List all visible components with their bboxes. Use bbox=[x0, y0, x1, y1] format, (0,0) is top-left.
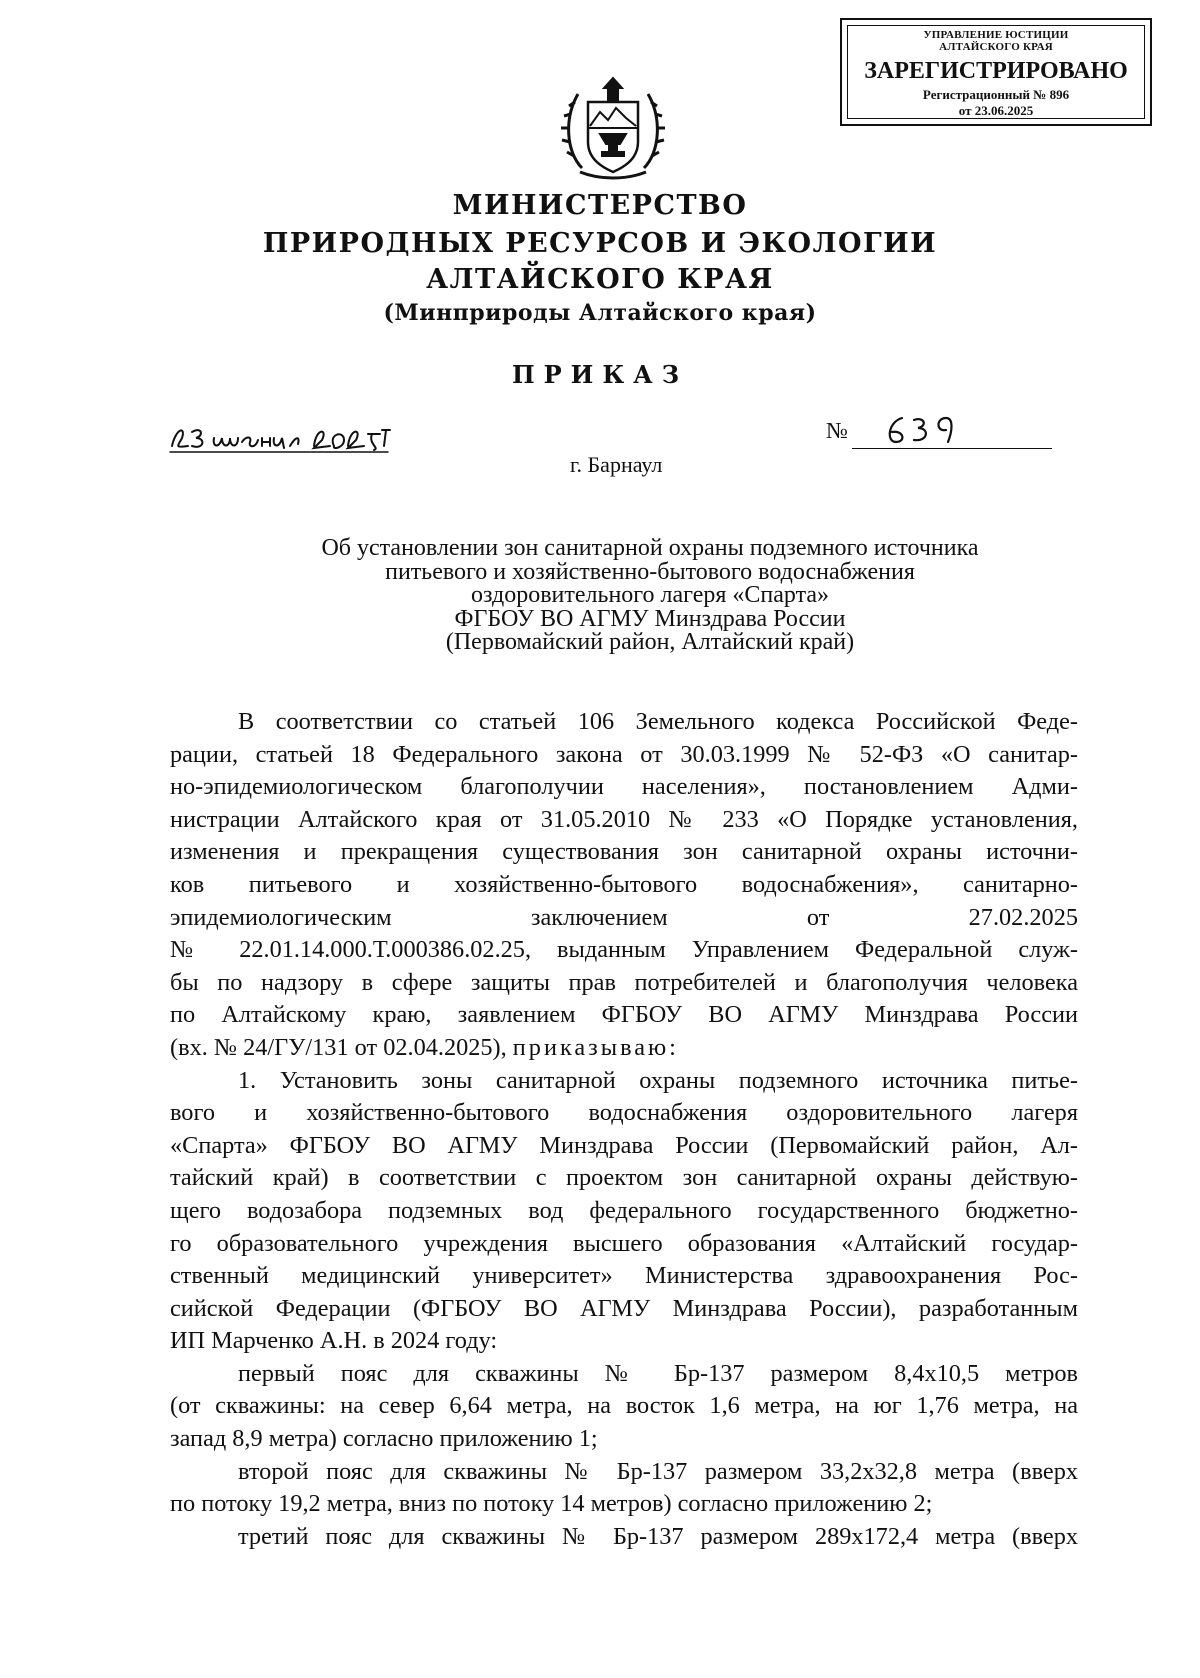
subject-line: Об установлении зон санитарной охраны подземного источника bbox=[321, 535, 979, 561]
text-line: вого и хозяйственно-бытового водоснабжения оздоровительного лагеря bbox=[170, 1099, 1078, 1127]
stamp-status: ЗАРЕГИСТРИРОВАНО bbox=[864, 58, 1128, 84]
text-line: тайский край) в соответствии с проектом зон санитарной охраны действую- bbox=[170, 1164, 1078, 1192]
paragraph-second-belt bbox=[170, 1456, 1078, 1521]
paragraph-third-belt bbox=[170, 1521, 1078, 1554]
document-type: ПРИКАЗ bbox=[511, 360, 689, 389]
order-body bbox=[170, 706, 1078, 1553]
text-line: но-эпидемиологическом благополучии населения», постановлением Адми- bbox=[170, 773, 1078, 801]
handwritten-order-number bbox=[880, 412, 970, 448]
subject-line: (Первомайский район, Алтайский край) bbox=[445, 629, 855, 655]
text-line: третий пояс для скважины № Бр-137 размером 289х172,4 метра (вверх bbox=[238, 1522, 1078, 1550]
text-line: эпидемиологическим заключением от 27.02.2025 bbox=[170, 903, 1078, 931]
text-line: «Спарта» ФГБОУ ВО АГМУ Минздрава России (Первомайский район, Ал- bbox=[170, 1131, 1078, 1159]
text-line: запад 8,9 метра) согласно приложению 1; bbox=[170, 1425, 598, 1453]
order-number-underline bbox=[852, 448, 1052, 449]
subject-line: оздоровительного лагеря «Спарта» bbox=[470, 582, 830, 608]
ministry-title-line1: МИНИСТЕРСТВО bbox=[452, 190, 748, 221]
text-line: 1. Установить зоны санитарной охраны подземного источника питье- bbox=[238, 1066, 1078, 1094]
text-line: ственный медицинский университет» Министерства здравоохранения Рос- bbox=[170, 1262, 1078, 1290]
city: г. Барнаул bbox=[570, 452, 663, 477]
text-line: (вх. № 24/ГУ/131 от 02.04.2025), bbox=[170, 1033, 507, 1061]
stamp-reg-number: Регистрационный № 896 bbox=[922, 87, 1070, 102]
order-subject bbox=[270, 537, 1030, 655]
text-line: щего водозабора подземных вод федерального государственного бюджетно- bbox=[170, 1196, 1078, 1224]
handwritten-date bbox=[168, 420, 398, 456]
stamp-org-line1: УПРАВЛЕНИЕ ЮСТИЦИИ bbox=[923, 29, 1069, 41]
text-line: сийской Федерации (ФГБОУ ВО АГМУ Минздрава России), разработанным bbox=[170, 1294, 1078, 1322]
text-line: (от скважины: на север 6,64 метра, на восток 1,6 метра, на юг 1,76 метра, на bbox=[170, 1392, 1078, 1420]
ministry-short-name: (Минприроды Алтайского края) bbox=[383, 300, 817, 326]
text-line: первый пояс для скважины № Бр-137 размером 8,4х10,5 метров bbox=[238, 1359, 1078, 1387]
paragraph-preamble bbox=[170, 706, 1078, 1065]
text-line: рации, статьей 18 Федерального закона от 30.03.1999 № 52-ФЗ «О санитар- bbox=[170, 740, 1078, 768]
text-line: № 22.01.14.000.Т.000386.02.25, выданным Управлением Федеральной служ- bbox=[170, 936, 1078, 964]
text-line: нистрации Алтайского края от 31.05.2010 № 233 «О Порядке установления, bbox=[170, 805, 1078, 833]
ministry-title-line2: ПРИРОДНЫХ РЕСУРСОВ И ЭКОЛОГИИ bbox=[262, 228, 938, 259]
order-word: приказываю: bbox=[512, 1033, 679, 1061]
text-line: го образовательного учреждения высшего образования «Алтайский государ- bbox=[170, 1229, 1078, 1257]
stamp-reg-date: от 23.06.2025 bbox=[958, 103, 1034, 118]
registration-stamp bbox=[840, 18, 1152, 126]
paragraph-item-1 bbox=[170, 1065, 1078, 1358]
stamp-inner-frame bbox=[847, 25, 1145, 119]
order-number-label: № bbox=[826, 418, 848, 443]
text-line: по потоку 19,2 метра, вниз по потоку 14 метров) согласно приложению 2; bbox=[170, 1490, 933, 1518]
text-line: бы по надзору в сфере защиты прав потребителей и благополучия человека bbox=[170, 968, 1078, 996]
text-line: В соответствии со статьей 106 Земельного кодекса Российской Феде- bbox=[238, 708, 1078, 735]
paragraph-first-belt bbox=[170, 1358, 1078, 1456]
text-line: по Алтайскому краю, заявлением ФГБОУ ВО АГМУ Минздрава России bbox=[170, 1001, 1078, 1029]
subject-line: питьевого и хозяйственно-бытового водоснабжения bbox=[385, 558, 915, 585]
subject-line: ФГБОУ ВО АГМУ Минздрава России bbox=[454, 605, 846, 632]
text-line: второй пояс для скважины № Бр-137 размером 33,2х32,8 метра (вверх bbox=[238, 1457, 1078, 1485]
text-line-final bbox=[170, 1032, 1078, 1065]
stamp-org-line2: АЛТАЙСКОГО КРАЯ bbox=[939, 41, 1053, 53]
text-line: ков питьевого и хозяйственно-бытового водоснабжения», санитарно- bbox=[170, 870, 1078, 898]
text-line: изменения и прекращения существования зон санитарной охраны источни- bbox=[170, 838, 1078, 866]
text-line: ИП Марченко А.Н. в 2024 году: bbox=[170, 1327, 498, 1355]
coat-of-arms-icon bbox=[560, 68, 666, 188]
ministry-title-line3: АЛТАЙСКОГО КРАЯ bbox=[426, 264, 774, 295]
